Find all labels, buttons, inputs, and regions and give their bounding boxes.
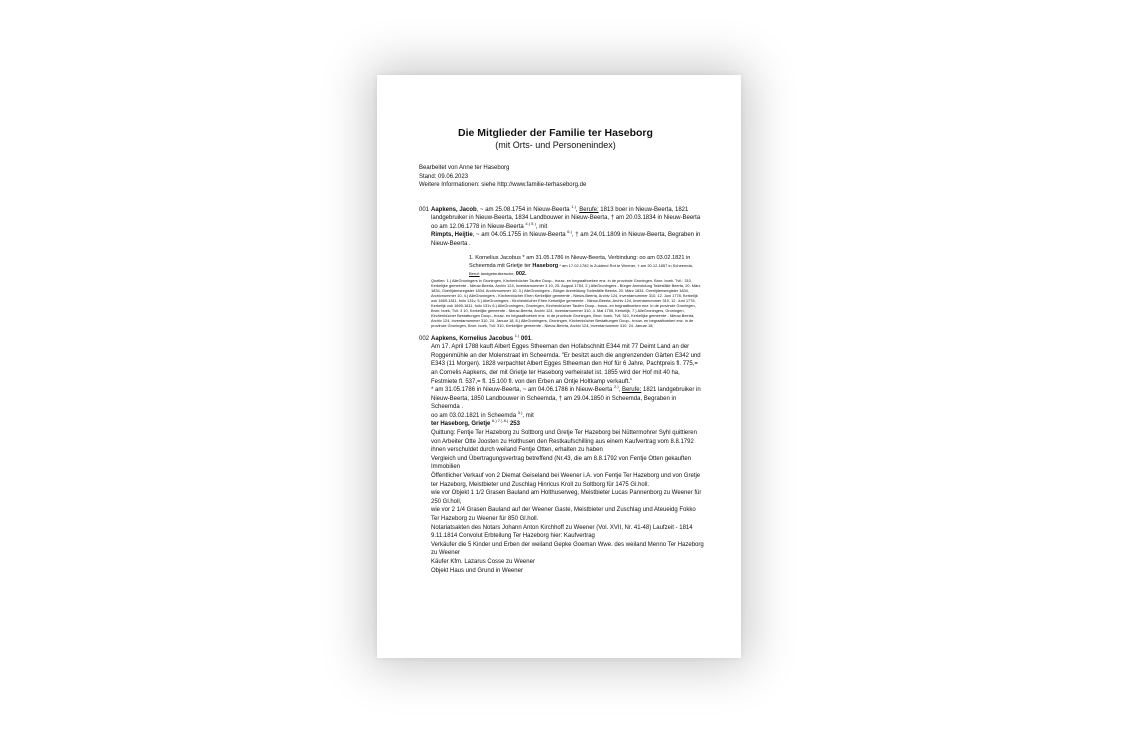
cross-ref: 253: [509, 421, 520, 428]
spouse-line: [431, 420, 704, 429]
page-content: [419, 127, 704, 575]
source-ref: 1.): [514, 332, 520, 338]
entry-text: , ~ am 25.08.1754 in Nieuw-Beerta: [476, 206, 572, 213]
person-name: Aapkens, Jacob: [431, 206, 477, 213]
sources-block: Quellen: 1.) AlleGroningers in Groningen, Kirchenbücher Taufen Doop-, trouw- en begraafboeken enz. in de provincie Groningen, Bron: boek, Tvil.: 310, Kerkelijke gemeente - Nieuw-Beerta, Archiv 124, Inventarnummer 3 10, 25. August 1754, 2.) AlleGroningers - Bürger Anmeldung Todesfälle Beerta, 20. März 1834, Overlijdensregister 1834, Archivnummer 10, 3.) AlleGroningers - Bürger Anmeldung Todesfälle Beerta: 20. März 1834, Overlijdensregister 1834, Archivnummer 10, 4.) AlleGroningers - Kirchenbücher Ehen Kerkelijke gemeente - Nieuw-Beerta, Archiv 124, Inventarnummer 310, 12. Juni 1778, Kerkelijk ook 1669-1811, folio 131v, 5.) AlleGroningers - Kirchenbücher Ehen Kerkelijke gemeente - Nieuw-Beerta, Archiv 124, Inventarnummer 310, 12. Juni 1778, Kerkelijk ook 1669-1811, folio 131v 6.) AlleGroningers, Groningen, Kirchenbücher Taufen Doop-, trouw- en begraafboeken enz. in de provincie Groningen, Bron: boek, Tvil: 3 10, Kerkelijke gemeente - Nieuw-Beerta, Archiv 124, Inventarnummer 310, 4. Mai 1755, Kerkelijk, 7.) AlleGroningers, Groningen, Kirchenbücher Bestattungen Doop-, trouw- en begraafboeken enz. in de provincie Groningen, Bron: boek, Tvil: 310, Kerkelijke gemeente - Nieuw-Beerta, Archiv 124, Inventarnummer 310, 24. Januar 18, 8.) AlleGroningers, Groningen, Kirchenbücher Bestattungen Doop-, trouw- en begraafboeken enz. in de provincie Groningen, Bron: boek, Tvil: 310, Kerkelijke gemeente - Nieuw-Beerta, Archiv 124, Inventarnummer 310, 24. Januar 18,: [431, 278, 701, 328]
source-ref: 3.): [517, 409, 523, 415]
child-text-small: * am 17.02.1782 in Zuidend Rot te Weener, † am 20.12.1857 in Scheemda,: [558, 263, 693, 269]
occupation-label: Berufe:: [621, 387, 642, 394]
child-entry: [469, 254, 704, 278]
child-ref: 002.: [515, 271, 527, 278]
note-line: Öffentlicher Verkauf von 2 Diemat Geiseland bei Weener i.A. von Fentje Ter Hazeborg und von Gretje ter Hazeborg, Meistbieter und Zuschlag Hinricus Kroll zu Soltborg für 1475 Gl.holl.: [431, 473, 701, 488]
entry-text: , mit: [522, 412, 534, 419]
source-ref: 1.): [571, 203, 576, 209]
entry-text: , mit: [535, 223, 548, 230]
cross-ref: 001: [521, 335, 532, 342]
entry-text: * am 31.05.1786 in Nieuw-Beerta, ~ am 04.06.1786 in Nieuw-Beerta: [431, 387, 614, 394]
note-line: Vergleich und Übertragungsvertrag betreffend (Nr.43, die am 8.8.1792 von Fentje Otten gekauften Immobilien: [431, 455, 692, 471]
occupation-label: Berufe:: [579, 206, 599, 213]
document-title: Die Mitglieder der Familie ter Haseborg: [458, 127, 653, 139]
spouse-name: ter Haseborg, Grietje: [431, 421, 491, 428]
entry-number: 001: [419, 206, 430, 213]
document-meta: [419, 164, 704, 190]
child-text-small: landgebruikersche,: [479, 271, 516, 277]
entry-text: , † am 24.01.1809 in Nieuw-Beerta, Begraben in Nieuw-Beerta .: [431, 232, 701, 247]
history-paragraph: Am 17. April 1788 kauft Albert Egges Stheeman den Hofabschnitt E344 mit 77 Deimt Land an der Roggenmühle an der Molenstraat im Scheemda. "Er besitzt auch die angrenzenden Gärten E342 und E343 (11 Morgen). 1828 verpachtet Albert Egges Stheeman den Hof für 6 Jahre, Pachtpreis fl. 775,= an Cornelis Aapkens, der mit Grietje ter Haseborg verheiratet ist. 1855 wird der Hof mit 40 ha, Festmiete fl. 537,= fl. 15.100 fl. von den Erben an Ontje Holtkamp verkauft.": [431, 344, 701, 385]
note-line: Verkäufer die 5 Kinder und Erben der weiland Gepke Goeman Wwe. des weiland Menno Ter Hazeborg zu Weener: [431, 541, 704, 557]
child-text: 1. Kornelius Jacobus * am 31.05.1786 in Nieuw-Beerta, Verbindung: oo am 03.02.1821 in Scheemda mit Grietje ter: [469, 255, 691, 270]
note-line: Quittung: Fentje Ter Hazeborg zu Soltborg und Gretje Ter Hazeborg bei Nüttermohrer Syhl quittieren von Arbeiter Otte Joosten zu Holthusen den Restkaufschilling aus einem Kaufvertrag vom 8.8.1792 ihnen verschuldet durch weiland Fentje Otten, erhalten zu haben: [431, 430, 697, 454]
marriage-line: [431, 409, 704, 424]
child-spouse-name: Haseborg: [532, 263, 559, 270]
meta-info: Weitere Informationen: siehe http://www.familie-terhaseborg.de: [419, 182, 587, 188]
source-ref: 4.) 5.): [525, 220, 536, 226]
entry-number: 002: [419, 335, 430, 342]
person-name: Aapkens, Kornelius Jacobus: [431, 335, 514, 342]
note-line: Objekt Haus und Grund in Weener: [431, 567, 523, 574]
entry-text: ,: [618, 387, 622, 394]
entry-text: 1821 landgebruiker in Nieuw-Beerta, 1850 Landbouwer in Scheemda, † am 29.04.1850 in Scheemda, Begraben in Scheemda .: [431, 387, 701, 411]
meta-date: Stand: 09.06.2023: [419, 173, 469, 180]
meta-editor: Bearbeitet von Anne ter Haseborg: [419, 165, 510, 171]
source-ref: 6.) 7.) 8.): [492, 418, 509, 424]
source-ref: 2.): [613, 384, 619, 390]
entry-002: [419, 332, 704, 576]
note-line: 9.11.1814 Convolut Erbteilung Ter Hazeborg hier: Kaufvertrag: [431, 533, 595, 540]
entry-body: Aapkens, Jacob, ~ am 25.08.1754 in Nieuw-Beerta $^{1.)}$, Berufe: 1813 boer in Nieuw-Beerta, 1821 landgebruiker in Nieuw-Beerta, 1834 Landbouwer in Nieuw-Beerta, † am 20.03.1834 in Nieuw-Beerta oo am 12.06.1778 in Nieuw-Beerta $^{4.) 5.)}$, mit Rimpts, Heijtie, ~ am 04.05.1755 in Nieuw-Beerta $^{6.)}$, † am 24.01.1809 in Nieuw-Beerta, Begraben in Nieuw-Beerta .: [431, 203, 701, 247]
spouse-name: Rimpts, Heijtie: [431, 232, 473, 239]
note-line: wie vor Objekt 1 1/2 Grasen Bauland am Holthuserweg, Meistbieter Lucas Pannenborg zu Weener für 250 Gl.holl,: [431, 490, 702, 505]
vital-data: [431, 386, 704, 412]
note-line: wie vor 2 1/4 Grasen Bauland auf der Weener Gaste, Meistbieter und Zuschlag und Ateueidg Fokko Ter Hazeborg zu Weener für 850 Gl.holl.: [431, 507, 696, 522]
entry-text: , ~ am 04.05.1755 in Nieuw-Beerta: [472, 232, 568, 239]
entry-text: 1813 boer in Nieuw-Beerta, 1821 landgebruiker in Nieuw-Beerta, 1834 Landbouwer in Nieuw-Beerta, † am 20.03.1834 in Nieuw-Beerta oo am 12.06.1778 in Nieuw-Beerta: [431, 206, 701, 230]
source-ref: 6.): [567, 229, 572, 235]
note-line: Käufer Kfm. Lazarus Cosse zu Weener: [431, 558, 535, 565]
document-subtitle: (mit Orts- und Personenindex): [495, 140, 616, 150]
entry-text: oo am 03.02.1821 in Scheemda: [431, 412, 518, 419]
entry-body: Aapkens, Kornelius Jacobus $^{1.)}$ 001. Am 17. April 1788 kauft Albert Egges Stheeman den Hofabschnitt E344 mit 77 Deimt Land an der Roggenmühle an der Molenstraat im Scheemda. "Er besitzt auch die angrenzenden Gärten E342 und E343 (11 Morgen). 1828 verpachtet Albert Egges Stheeman den Hof für 6 Jahre, Pachtpreis fl. 775,= an Cornelis Aapkens, der mit Grietje ter Haseborg verheiratet ist. 1855 wird der Hof mit 40 ha, Festmiete fl. 537,= fl. 15.100 fl. von den Erben an Ontje Holtkamp verkauft." * am 31.05.1786 in Nieuw-Beerta, ~ am 04.06.1786 in Nieuw-Beerta $^{2.)}$, Berufe: 1821 landgebruiker in Nieuw-Beerta, 1850 Landbouwer in Scheemda, † am 29.04.1850 in Scheemda, Begraben in Scheemda . oo am 03.02.1821 in Scheemda $^{3.)}$, mit ter Haseborg, Grietje $^{6.) 7.) 8.)}$ 253 Quittung: Fentje Ter Hazeborg zu Soltborg und Gretje Ter Hazeborg bei Nüttermohrer Syhl quittieren von Arbeiter Otte Joosten zu Holthusen den Restkaufschilling aus einem Kaufvertrag vom 8.8.1792 ihnen verschuldet durch weiland Fentje Otten, erhalten zu haben Vergleich und Übertragungsvertrag betreffend (Nr.43, die am 8.8.1792 von Fentje Otten gekauften Immobilien Öffentlicher Verkauf von 2 Diemat Geiseland bei Weener i.A. von Fentje Ter Hazeborg und von Gretje ter Hazeborg, Meistbieter und Zuschlag Hinricus Kroll zu Soltborg für 1475 Gl.holl. wie vor Objekt 1 1/2 Grasen Bauland am Holthuserweg, Meistbieter Lucas Pannenborg zu Weener für 250 Gl.holl, wie vor 2 1/4 Grasen Bauland auf der Weener Gaste, Meistbieter und Zuschlag und Ateueidg Fokko Ter Hazeborg zu Weener für 850 Gl.holl. Notariatsakten des Notars Johann Anton Kirchhoff zu Weener (Vol. XVII, Nr. 41-48) Laufzeit - 1814 9.11.1814 Convolut Erbteilung Ter Hazeborg hier: Kaufvertrag Verkäufer die 5 Kinder und Erben der weiland Gepke Goeman Wwe. des weiland Menno Ter Hazeborg zu Weener Käufer Kfm. Lazarus Cosse zu Weener Objekt Haus und Grund in Weener: [431, 332, 704, 574]
document-page: [377, 75, 741, 658]
note-line: Notariatsakten des Notars Johann Anton Kirchhoff zu Weener (Vol. XVII, Nr. 41-48) Laufzeit - 1814: [431, 524, 693, 531]
child-occupation-label: Beruf:: [469, 271, 480, 277]
entry-001: [419, 203, 704, 329]
